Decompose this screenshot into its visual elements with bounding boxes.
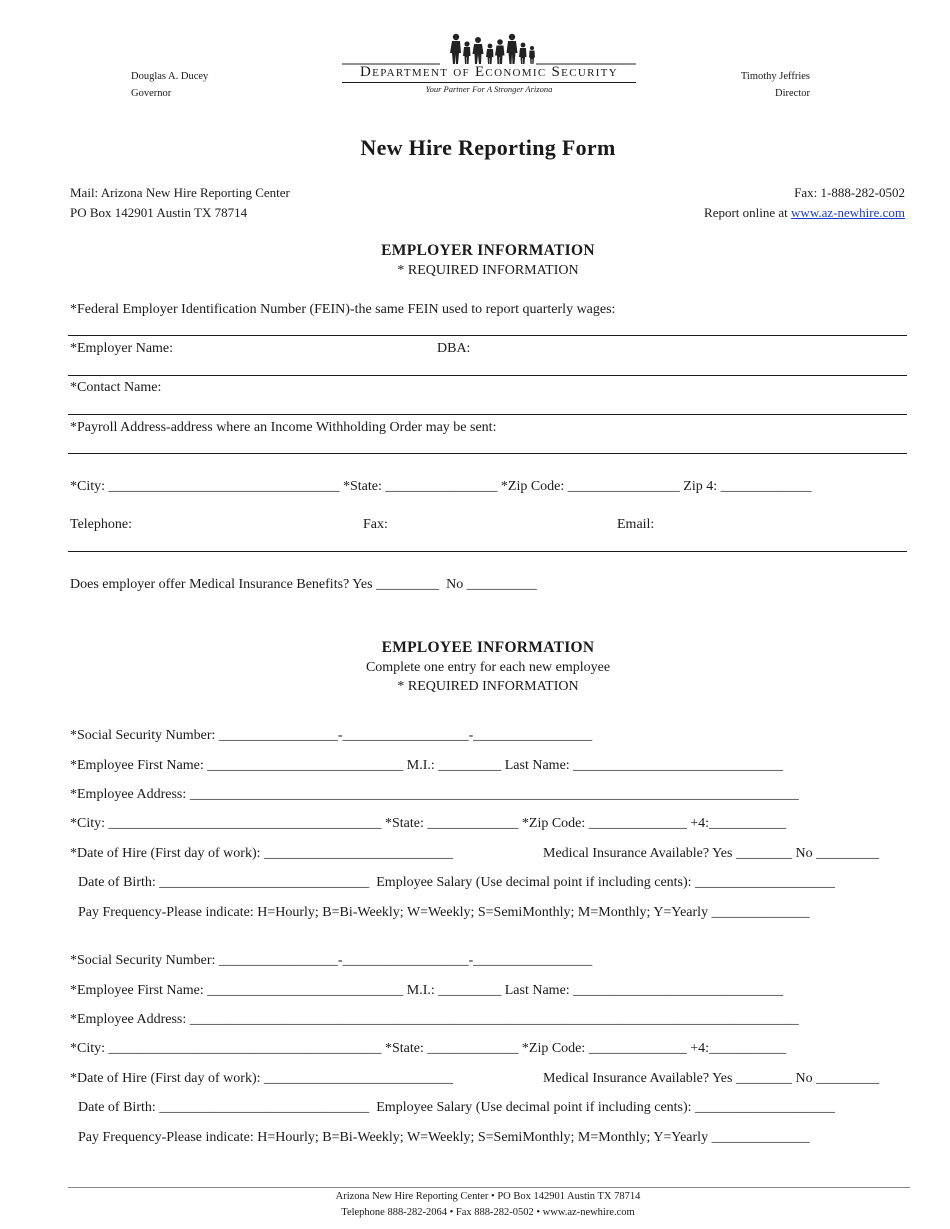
director-title: Director [775, 88, 810, 99]
pay-frequency-line[interactable]: Pay Frequency-Please indicate: H=Hourly; B=Bi-Weekly; W=Weekly; S=SemiMonthly; M=Monthly; Y=Yearly ______________ [78, 905, 810, 920]
employer-required-note: * REQUIRED INFORMATION [397, 263, 579, 278]
employer-name-label: *Employer Name: [70, 341, 174, 356]
governor-title: Governor [131, 88, 172, 99]
employee-medical-line[interactable]: Medical Insurance Available? Yes ________ No _________ [543, 1071, 880, 1086]
dept-name: Department of Economic Security [360, 64, 618, 80]
fein-label: *Federal Employer Identification Number (FEIN)-the same FEIN used to report quarterly wages: [70, 302, 616, 317]
employee-name-line[interactable]: *Employee First Name: ____________________________ M.I.: _________ Last Name: ______________________________ [70, 758, 784, 773]
dob-salary-line[interactable]: Date of Birth: ______________________________ Employee Salary (Use decimal point if including cents): ____________________ [78, 875, 836, 890]
employee-heading: EMPLOYEE INFORMATION [381, 639, 595, 656]
contact-name-field[interactable] [68, 414, 907, 415]
online-link[interactable]: www.az-newhire.com [791, 205, 905, 220]
online-line [560, 205, 905, 221]
payroll-address-label: *Payroll Address-address where an Income Withholding Order may be sent: [70, 420, 497, 435]
mail-line2: PO Box 142901 Austin TX 78714 [70, 205, 248, 220]
employer-city-state-zip[interactable]: *City: _________________________________ *State: ________________ *Zip Code: ________________ Zip 4: _____________ [70, 479, 812, 494]
payroll-address-field[interactable] [68, 453, 907, 454]
director-name: Timothy Jeffries [740, 71, 810, 82]
email-label: Email: [617, 517, 655, 532]
fax-label: Fax: [363, 517, 388, 532]
telephone-label: Telephone: [70, 517, 132, 532]
form-title: New Hire Reporting Form [360, 135, 616, 160]
fein-field[interactable] [68, 335, 907, 336]
footer-line2: Telephone 888-282-2064 • Fax 888-282-0502 • www.az-newhire.com [341, 1207, 635, 1218]
employer-medical-line[interactable]: Does employer offer Medical Insurance Benefits? Yes _________ No __________ [70, 577, 537, 592]
dob-salary-line[interactable]: Date of Birth: ______________________________ Employee Salary (Use decimal point if including cents): ____________________ [78, 1100, 836, 1115]
contact-info-field[interactable] [68, 551, 907, 552]
mail-line1: Mail: Arizona New Hire Reporting Center [70, 185, 290, 200]
employee-city-line[interactable]: *City: _______________________________________ *State: _____________ *Zip Code: ______________ +4:___________ [70, 816, 787, 831]
employee-address-line[interactable]: *Employee Address: _______________________________________________________________________________________ [70, 1012, 799, 1027]
employee-city-line[interactable]: *City: _______________________________________ *State: _____________ *Zip Code: ______________ +4:___________ [70, 1041, 787, 1056]
employee-medical-line[interactable]: Medical Insurance Available? Yes ________ No _________ [543, 846, 880, 861]
employee-name-line[interactable]: *Employee First Name: ____________________________ M.I.: _________ Last Name: ______________________________ [70, 983, 784, 998]
governor-name: Douglas A. Ducey [131, 71, 209, 82]
employer-heading: EMPLOYER INFORMATION [381, 242, 595, 259]
contact-name-label: *Contact Name: [70, 380, 162, 395]
dept-tagline: Your Partner For A Stronger Arizona [425, 84, 553, 94]
footer-line1: Arizona New Hire Reporting Center • PO Box 142901 Austin TX 78714 [335, 1191, 641, 1202]
fax-line: Fax: 1-888-282-0502 [794, 185, 905, 200]
footer-divider [68, 1187, 910, 1188]
dept-logo [340, 30, 638, 100]
employer-name-field[interactable] [68, 375, 907, 376]
hire-date-line[interactable]: *Date of Hire (First day of work): ___________________________ [70, 846, 454, 861]
hire-date-line[interactable]: *Date of Hire (First day of work): ___________________________ [70, 1071, 454, 1086]
employee-address-line[interactable]: *Employee Address: _______________________________________________________________________________________ [70, 787, 799, 802]
ssn-line[interactable]: *Social Security Number: _________________-__________________-_________________ [70, 728, 593, 743]
employee-required-note: * REQUIRED INFORMATION [397, 679, 579, 694]
online-prefix: Report online at [704, 205, 792, 220]
ssn-line[interactable]: *Social Security Number: _________________-__________________-_________________ [70, 953, 593, 968]
employee-subheading: Complete one entry for each new employee [365, 660, 611, 675]
pay-frequency-line[interactable]: Pay Frequency-Please indicate: H=Hourly; B=Bi-Weekly; W=Weekly; S=SemiMonthly; M=Monthly; Y=Yearly ______________ [78, 1130, 810, 1145]
dba-label: DBA: [437, 341, 471, 356]
